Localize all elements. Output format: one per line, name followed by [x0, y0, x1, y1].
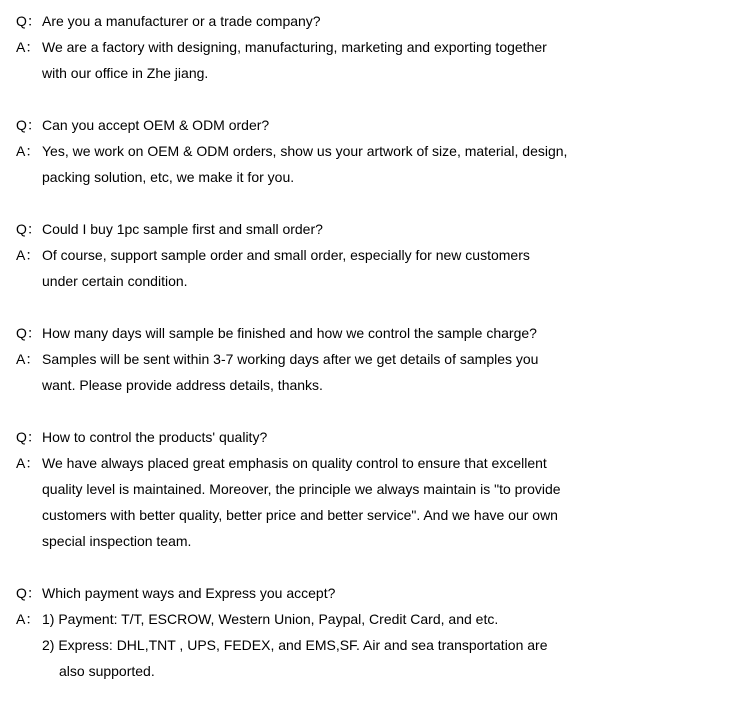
answer-line — [16, 271, 736, 297]
answer-line — [16, 141, 736, 167]
answer-line — [16, 609, 736, 635]
question-text: How many days will sample be finished and how we control the sample charge? — [42, 325, 537, 341]
question-text: Can you accept OEM & ODM order? — [42, 117, 270, 133]
answer-text: Of course, support sample order and small order, especially for new customers — [42, 247, 530, 263]
question-text: How to control the products' quality? — [42, 429, 268, 445]
answer-line — [16, 531, 736, 557]
answer-line — [16, 37, 736, 63]
answer-text: 1) Payment: T/T, ESCROW, Western Union, Paypal, Credit Card, and etc. — [42, 611, 499, 627]
answer-text: Samples will be sent within 3-7 working days after we get details of samples you — [42, 351, 539, 367]
answer-line — [16, 63, 736, 89]
answer-text: under certain condition. — [42, 273, 188, 289]
answer-line — [16, 479, 736, 505]
answer-text: packing solution, etc, we make it for you. — [42, 169, 295, 185]
faq-section — [16, 11, 736, 713]
answer-line — [16, 505, 736, 531]
answer-line — [16, 453, 736, 479]
answer-text: We have always placed great emphasis on quality control to ensure that excellent — [42, 455, 547, 471]
answer-text: want. Please provide address details, thanks. — [42, 377, 323, 393]
answer-text: 2) Express: DHL,TNT , UPS, FEDEX, and EMS,SF. Air and sea transportation are — [42, 637, 548, 653]
question-text: Are you a manufacturer or a trade company? — [42, 13, 321, 29]
answer-text: with our office in Zhe jiang. — [42, 65, 209, 81]
question-line — [16, 427, 736, 453]
question-marker: Q： — [16, 13, 41, 29]
answer-line — [16, 661, 736, 687]
question-line — [16, 583, 736, 609]
answer-marker: A： — [16, 351, 40, 367]
question-line — [16, 11, 736, 37]
answer-text: quality level is maintained. Moreover, the principle we always maintain is "to provide — [42, 481, 561, 497]
answer-line — [16, 635, 736, 661]
question-marker: Q： — [16, 117, 41, 133]
answer-line — [16, 245, 736, 271]
question-marker: Q： — [16, 585, 41, 601]
answer-marker: A： — [16, 143, 40, 159]
faq-item — [16, 583, 736, 687]
question-line — [16, 115, 736, 141]
answer-marker: A： — [16, 611, 40, 627]
answer-text: special inspection team. — [42, 533, 192, 549]
answer-text: also supported. — [59, 663, 155, 679]
answer-marker: A： — [16, 247, 40, 263]
faq-item — [16, 11, 736, 89]
answer-marker: A： — [16, 39, 40, 55]
answer-text: We are a factory with designing, manufacturing, marketing and exporting together — [42, 39, 547, 55]
question-text: Could I buy 1pc sample first and small order? — [42, 221, 323, 237]
answer-marker: A： — [16, 455, 40, 471]
faq-item — [16, 219, 736, 297]
answer-text: customers with better quality, better price and better service". And we have our own — [42, 507, 558, 523]
question-text: Which payment ways and Express you accept? — [42, 585, 336, 601]
answer-line — [16, 375, 736, 401]
faq-item — [16, 323, 736, 401]
faq-item — [16, 115, 736, 193]
question-marker: Q： — [16, 429, 41, 445]
question-line — [16, 219, 736, 245]
faq-item — [16, 427, 736, 557]
question-marker: Q： — [16, 325, 41, 341]
answer-line — [16, 167, 736, 193]
question-marker: Q： — [16, 221, 41, 237]
answer-line — [16, 349, 736, 375]
answer-text: Yes, we work on OEM & ODM orders, show us your artwork of size, material, design, — [42, 143, 568, 159]
question-line — [16, 323, 736, 349]
